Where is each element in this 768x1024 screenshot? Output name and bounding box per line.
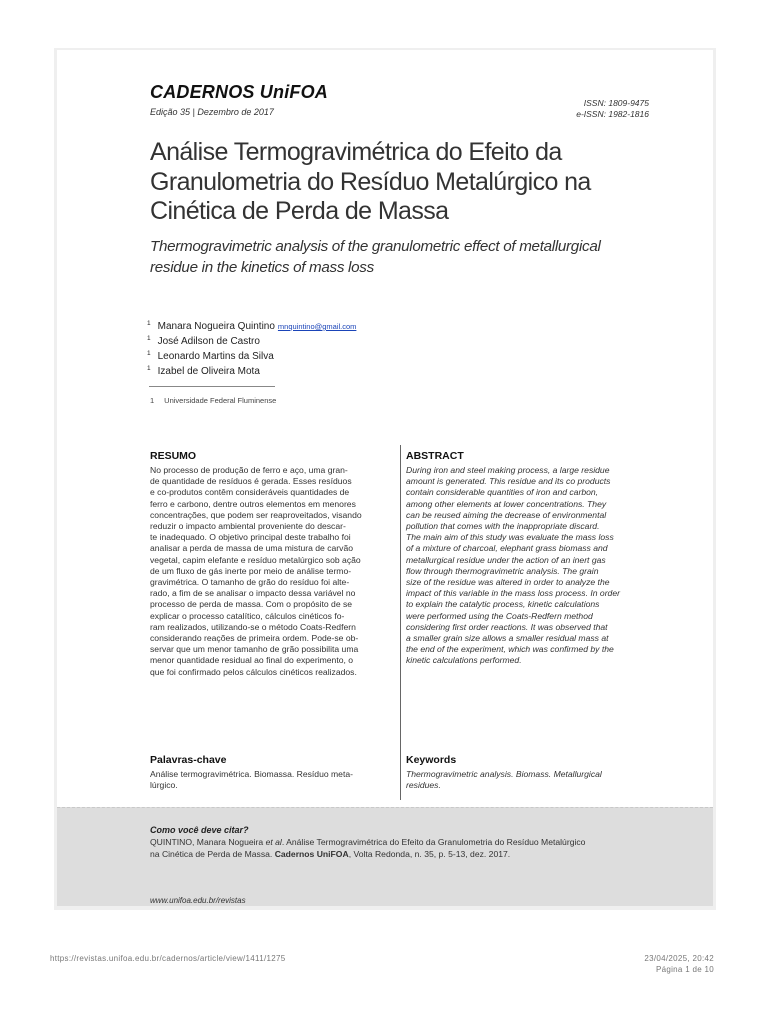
footer-datetime: 23/04/2025, 20:42 [644, 954, 714, 963]
citation-title-part: . Análise Termogravimétrica do Efeito da Granulometria do Resíduo Metalúrgico [281, 837, 586, 847]
resumo-line: analisar a perda de massa de uma mistura de carvão [150, 543, 354, 554]
citation-text [150, 837, 670, 861]
keywords-line: Thermogravimetric analysis. Biomass. Metallurgical [406, 769, 602, 779]
abstract-line: During iron and steel making process, a large residue [406, 465, 610, 475]
footer-page-number: Página 1 de 10 [655, 964, 714, 974]
author-name: José Adilson de Castro [157, 336, 260, 347]
abstract-line: the end of the experiment, which was confirmed by the [406, 644, 614, 655]
footer-meta [644, 954, 714, 975]
abstract-heading: ABSTRACT [406, 450, 464, 462]
citation-journal: Cadernos UniFOA [274, 848, 349, 859]
resumo-line: gravimétrica. O tamanho de grão do resíduo foi alte- [150, 577, 350, 588]
author-sup: 1 [147, 335, 151, 342]
author-list [147, 320, 547, 380]
palavras-chave-heading: Palavras-chave [150, 754, 227, 766]
issn-block [576, 98, 649, 120]
title-line: Análise Termogravimétrica do Efeito da [150, 138, 562, 166]
citation-band-border [57, 807, 713, 810]
abstract-line: a smaller grain size allows a smaller residual mass at [406, 633, 609, 644]
resumo-section [150, 450, 393, 678]
resumo-heading: RESUMO [150, 450, 197, 462]
citation-band [57, 807, 713, 906]
keywords-section [406, 754, 649, 791]
abstract-line: were performed using the Coats-Redfern method [406, 610, 593, 621]
article-title [150, 138, 650, 227]
journal-edition: Edição 35 | Dezembro de 2017 [150, 107, 274, 117]
resumo-line: concentrações, que podem ser reaproveitados, visando [150, 509, 362, 520]
footer-url: https://revistas.unifoa.edu.br/cadernos/article/view/1411/1275 [50, 954, 286, 963]
abstract-line: contain considerable quantities of iron and carbon, [406, 487, 599, 498]
eissn: e-ISSN: 1982-1816 [576, 109, 649, 119]
resumo-line: reduzir o impacto ambiental proveniente do descar- [150, 521, 346, 532]
abstract-line: impact of this variable in the mass loss process. In order [406, 588, 620, 599]
affiliation [150, 396, 276, 405]
abstract-line: The main aim of this study was evaluate the mass loss [406, 532, 614, 543]
author-email-link[interactable]: mnquintino@gmail.com [277, 322, 357, 331]
abstract-line: kinetic calculations performed. [406, 655, 522, 666]
resumo-line: explicar o processo catalítico, cálculos cinéticos fo- [150, 610, 345, 621]
author-name: Leonardo Martins da Silva [157, 351, 274, 362]
author-item [147, 350, 547, 365]
abstract-line: among other elements at lower concentrations. They [406, 498, 607, 509]
resumo-line: que foi confirmado pelos cálculos cinéticos realizados. [150, 666, 357, 677]
abstract-line: amount is generated. This residue and its co products [406, 476, 611, 487]
affiliation-divider [149, 386, 275, 387]
keywords-heading: Keywords [406, 754, 457, 766]
citation-line [150, 837, 670, 849]
citation-et-al: et al [265, 837, 282, 847]
column-divider [400, 445, 401, 800]
abstract-text [406, 465, 649, 667]
author-item [147, 335, 547, 350]
resumo-line: vegetal, capim elefante e resíduo metalúrgico sob ação [150, 554, 361, 565]
citation-details: , Volta Redonda, n. 35, p. 5-13, dez. 2017. [348, 848, 511, 859]
article-subtitle [150, 236, 670, 278]
resumo-line: e co-produtos contêm consideráveis quantidades de [150, 487, 350, 498]
palavras-chave-line: Análise termogravimétrica. Biomassa. Resíduo meta- [150, 769, 353, 779]
author-item [147, 320, 547, 335]
affiliation-sup: 1 [150, 396, 155, 405]
resumo-line: ram realizados, utilizando-se o método Coats-Redfern [150, 621, 356, 632]
keywords-text [406, 769, 649, 791]
abstract-line: size of the residue was altered in order to analyze the [406, 577, 610, 588]
author-item [147, 365, 547, 380]
journal-name: CADERNOS UniFOA [150, 82, 328, 102]
citation-line [150, 849, 670, 861]
palavras-chave-section [150, 754, 393, 791]
issn: ISSN: 1809-9475 [583, 98, 649, 108]
abstract-line: considering first order reactions. It was observed that [406, 621, 608, 632]
subtitle-line: Thermogravimetric analysis of the granulometric effect of metallurgical [150, 238, 601, 255]
title-line: Granulometria do Resíduo Metalúrgico na [150, 167, 591, 196]
author-name: Manara Nogueira Quintino [157, 321, 275, 332]
citation-heading: Como você deve citar? [150, 825, 249, 835]
document-page [57, 50, 713, 906]
resumo-line: No processo de produção de ferro e aço, uma gran- [150, 465, 348, 475]
title-line: Cinética de Perda de Massa [150, 197, 449, 225]
citation-title-end: na Cinética de Perda de Massa. [150, 848, 275, 859]
author-sup: 1 [147, 320, 151, 327]
author-sup: 1 [147, 350, 151, 357]
resumo-line: de um fluxo de gás inerte por meio de análise termo- [150, 565, 352, 576]
abstract-section [406, 450, 649, 667]
citation-author: QUINTINO, Manara Nogueira [150, 837, 266, 847]
resumo-line: menor quantidade residual ao final do experimento, o [150, 655, 354, 666]
palavras-chave-line: lúrgico. [150, 780, 178, 791]
resumo-line: ferro e carbono, dentre outros elementos em menores [150, 498, 356, 509]
author-sup: 1 [147, 365, 151, 372]
resumo-line: processo de perda de massa. Com o propósito de se [150, 599, 353, 610]
resumo-line: considerando reações de primeira ordem. Pode-se ob- [150, 633, 359, 644]
abstract-line: pollution that comes with the inappropriate discard. [406, 521, 600, 532]
resumo-line: rado, a fim de se analisar o impacto dessa variável no [150, 588, 356, 599]
resumo-line: servar que um menor tamanho de grão possibilita uma [150, 644, 359, 655]
keywords-line: residues. [406, 780, 441, 791]
resumo-line: de quantidade de resíduos é gerada. Esses resíduos [150, 476, 352, 487]
journal-site-link[interactable]: www.unifoa.edu.br/revistas [150, 896, 246, 905]
resumo-line: te inadequado. O objetivo principal deste trabalho foi [150, 532, 351, 543]
resumo-text [150, 465, 393, 678]
palavras-chave-text [150, 769, 393, 791]
abstract-line: of a mixture of charcoal, elephant grass biomass and [406, 543, 608, 554]
abstract-line: flow through thermogravimetric analysis. The grain [406, 565, 599, 576]
subtitle-line: residue in the kinetics of mass loss [150, 259, 374, 276]
author-name: Izabel de Oliveira Mota [157, 366, 260, 377]
abstract-line: can be reused aiming the decrease of environmental [406, 509, 607, 520]
abstract-line: metallurgical residue under the action of an inert gas [406, 554, 606, 565]
affiliation-text: Universidade Federal Fluminense [164, 396, 277, 405]
abstract-line: to explain the catalytic process, kinetic calculations [406, 599, 600, 610]
